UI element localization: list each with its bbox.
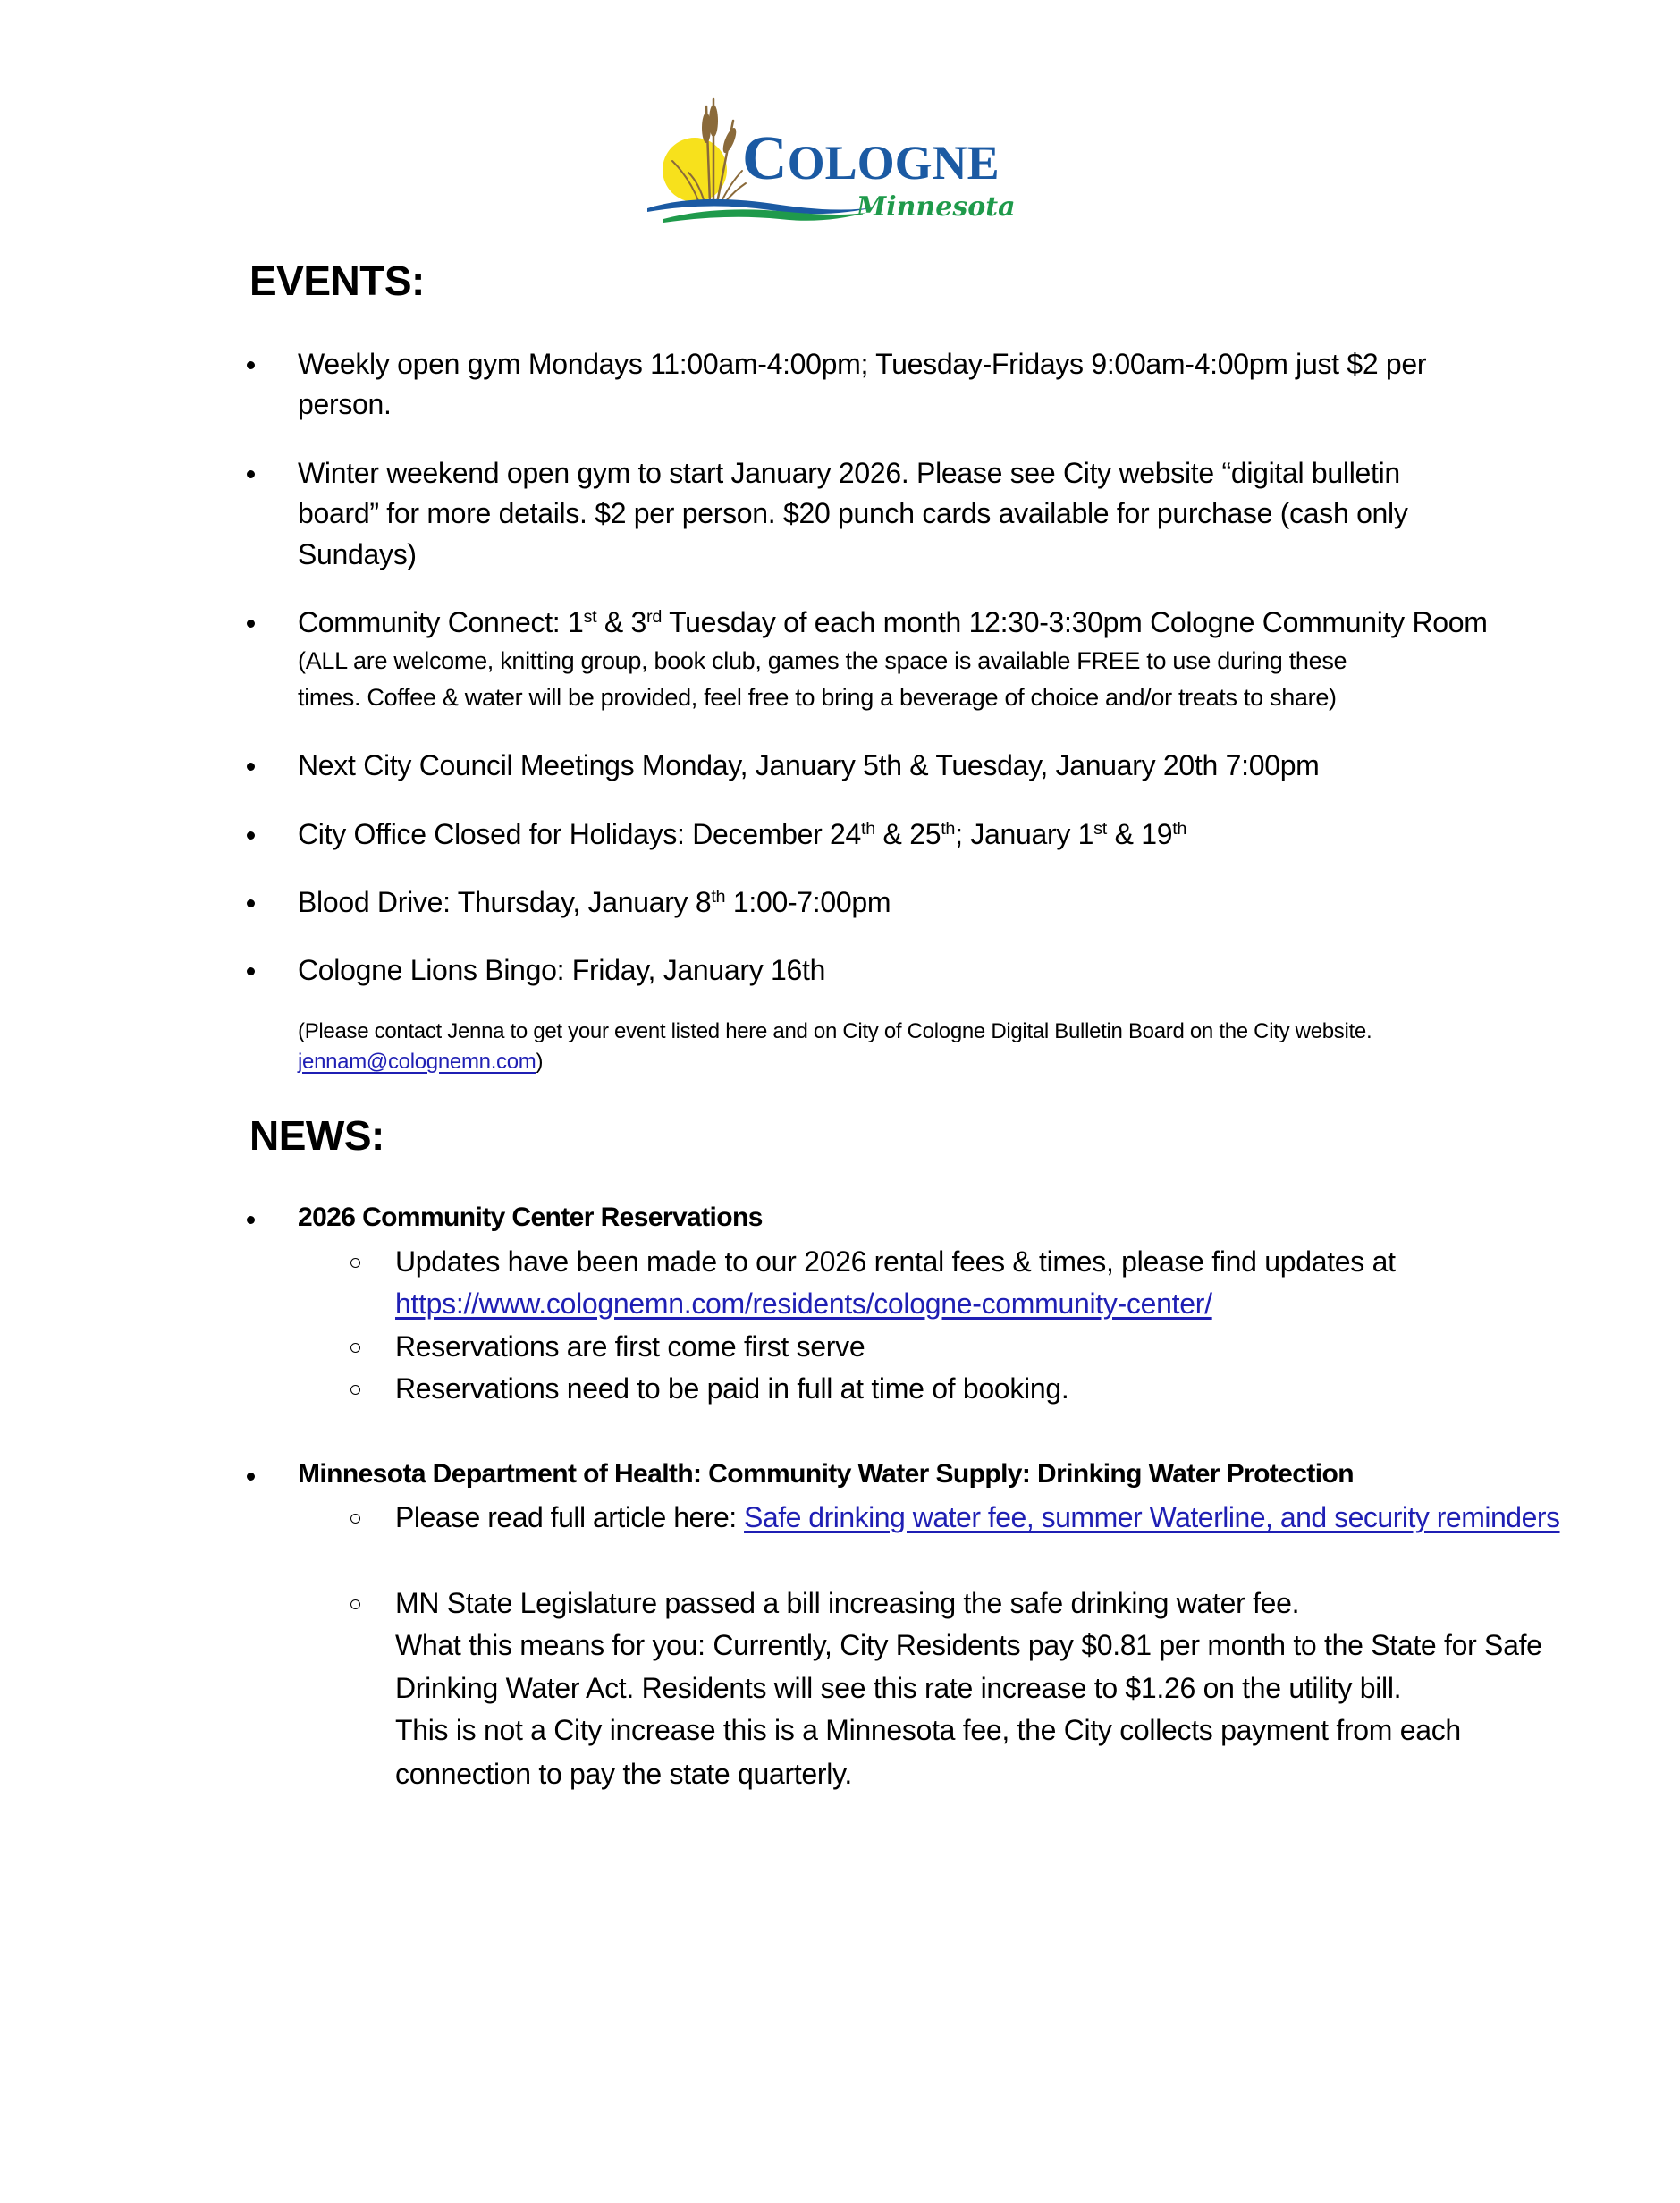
logo-subtitle: Minnesota (857, 191, 1016, 223)
superscript: th (1172, 819, 1187, 840)
news-heading: NEWS: (249, 1112, 384, 1159)
event-text-line (298, 816, 1186, 852)
event-text-line: Sundays) (298, 538, 417, 570)
news-sub-link-line (395, 1286, 1212, 1321)
event-detail-line: times. Coffee & water will be provided, feel free to bring a beverage of choice and/or treats to share) (298, 684, 1337, 711)
sub-bullet-icon (350, 1343, 360, 1353)
bullet-icon (247, 361, 255, 369)
news-sub-text: Drinking Water Act. Residents will see this rate increase to $1.26 on the utility bill. (395, 1672, 1402, 1704)
superscript: th (711, 887, 726, 907)
event-text-line: Winter weekend open gym to start January 2026. Please see City website “digital bulletin (298, 457, 1400, 489)
community-center-link[interactable]: https://www.colognemn.com/residents/cologne-community-center/ (395, 1287, 1212, 1320)
city-logo (646, 94, 1039, 232)
event-text-line: Weekly open gym Mondays 11:00am-4:00pm; Tuesday-Fridays 9:00am-4:00pm just $2 per (298, 348, 1427, 380)
text-segment: Blood Drive: Thursday, January 8 (298, 886, 712, 918)
note-email-line (298, 1049, 543, 1076)
bullet-icon (247, 620, 255, 628)
superscript: st (583, 607, 597, 628)
event-text-line: Cologne Lions Bingo: Friday, January 16th (298, 954, 826, 986)
logo-wordmark-first: C (742, 124, 788, 193)
superscript: rd (646, 607, 663, 628)
news-sub-text: connection to pay the state quarterly. (395, 1758, 852, 1790)
text-segment: City Office Closed for Holidays: December 24 (298, 818, 862, 850)
text-segment: & 3 (596, 606, 647, 638)
sub-bullet-icon (350, 1258, 360, 1268)
bullet-icon (247, 763, 255, 771)
text-segment: & 19 (1106, 818, 1173, 850)
news-item-title: Minnesota Department of Health: Community Water Supply: Drinking Water Protection (298, 1459, 1354, 1489)
note-text: (Please contact Jenna to get your event listed here and on City of Cologne Digital Bulletin Board on the City website. (298, 1019, 1372, 1043)
text-segment: 1:00-7:00pm (725, 886, 891, 918)
news-sub-text: What this means for you: Currently, City Residents pay $0.81 per month to the State for Safe (395, 1629, 1542, 1661)
text-segment: Tuesday of each month 12:30-3:30pm Cologne Community Room (662, 606, 1488, 638)
event-text-line: board” for more details. $2 per person. $20 punch cards available for purchase (cash only (298, 497, 1408, 529)
superscript: th (941, 819, 956, 840)
bullet-icon (247, 899, 255, 907)
note-close-paren: ) (536, 1050, 544, 1074)
event-text-line: Next City Council Meetings Monday, January 5th & Tuesday, January 20th 7:00pm (298, 749, 1320, 781)
article-link[interactable]: Safe drinking water fee, summer Waterline, and security reminders (744, 1501, 1560, 1533)
text-segment: Community Connect: 1 (298, 606, 584, 638)
text-segment: & 25 (874, 818, 941, 850)
news-item-title: 2026 Community Center Reservations (298, 1203, 763, 1232)
news-sub-text: Reservations need to be paid in full at time of booking. (395, 1372, 1069, 1405)
email-link[interactable]: jennam@colognemn.com (298, 1050, 536, 1074)
news-sub-text: MN State Legislature passed a bill increasing the safe drinking water fee. (395, 1587, 1300, 1619)
bullet-icon (247, 1473, 255, 1481)
event-text-line: person. (298, 388, 392, 420)
news-sub-text: Reservations are first come first serve (395, 1330, 865, 1363)
sub-bullet-icon (350, 1514, 360, 1524)
superscript: th (861, 819, 875, 840)
bullet-icon (247, 831, 255, 840)
bullet-icon (247, 470, 255, 478)
event-detail-line: (ALL are welcome, knitting group, book club, games the space is available FREE to use during these (298, 647, 1347, 674)
bullet-icon (247, 967, 255, 975)
article-prefix: Please read full article here: (395, 1501, 745, 1533)
event-text-line (298, 884, 891, 920)
text-segment: ; January 1 (955, 818, 1094, 850)
news-sub-text (395, 1499, 1560, 1535)
events-heading: EVENTS: (249, 257, 425, 304)
news-sub-text: Updates have been made to our 2026 rental fees & times, please find updates at (395, 1245, 1396, 1278)
event-text-line (298, 604, 1488, 640)
news-sub-text: This is not a City increase this is a Minnesota fee, the City collects payment from each (395, 1714, 1461, 1746)
superscript: st (1093, 819, 1107, 840)
bullet-icon (247, 1216, 255, 1224)
logo-wordmark-rest: OLOGNE (787, 136, 1000, 190)
sub-bullet-icon (350, 1385, 360, 1395)
sub-bullet-icon (350, 1599, 360, 1609)
